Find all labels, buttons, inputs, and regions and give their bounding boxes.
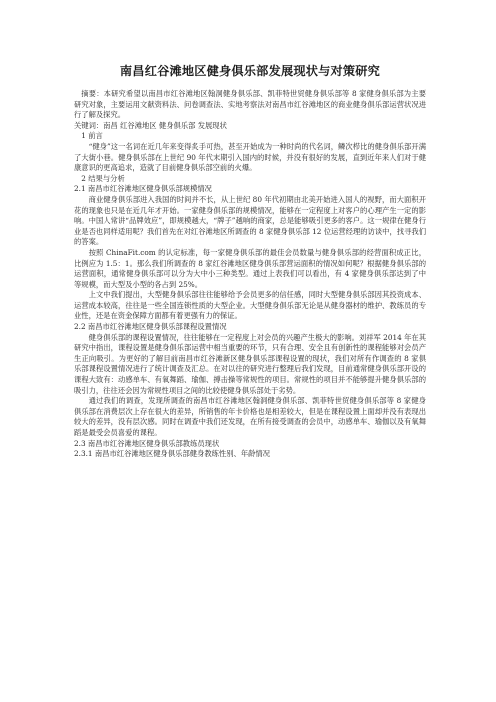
document-page [74, 62, 426, 460]
subsection-heading-coaches: 2.3 南昌市红谷滩地区健身俱乐部教练员现状 [74, 438, 220, 448]
paragraph-introduction: “健身”这一名词在近几年来变得炙手可热，甚至开始成为一种时尚的代名词，鳞次栉比的健身俱乐部开满了大街小巷。健身俱乐部在上世纪 90 年代末期引入国内的时候，并没有很好的发展，直到近年来人们对于健康意识的更高追求，造就了目前健身俱乐部空前的火爆。 [74, 141, 426, 173]
paragraph-scale-2: 按照 ChinaFit.com 的认定标准，每一家健身俱乐部的最佳会员数量与健身俱乐部的经营面积成正比，比例应为 1.5：1。那么我们所调查的 8 家红谷滩地区健身俱乐部营运面积的情况如何呢？根据健身俱乐部的运营面积，通常健身俱乐部可以分为大中小三种类型。通过上表我们可以看出，有 4 家健身俱乐部达到了中等规模，而大型及小型的各占到 25%。 [74, 247, 426, 289]
keywords: 关键词：南昌 红谷滩地区 健身俱乐部 发展现状 [74, 120, 227, 130]
paragraph-scale-3: 上文中我们提出，大型健身俱乐部往往能够给予会员更多的信任感，同时大型健身俱乐部因其投资成本、运营成本较高，往往是一些全国连锁性质的大型企业。大型健身俱乐部无论是从健身器材的维护、教练员的专业性，还是在资金保障方面都有着更强有力的保证。 [74, 290, 426, 321]
subsection-heading-coach-gender-age: 2.3.1 南昌市红谷滩地区健身俱乐部健身教练性别、年龄情况 [74, 449, 271, 459]
document-title: 南昌红谷滩地区健身俱乐部发展现状与对策研究 [119, 64, 381, 78]
subsection-heading-scale: 2.1 南昌市红谷滩地区健身俱乐部规模情况 [74, 184, 212, 194]
section-heading-results: 2 结果与分析 [81, 173, 125, 183]
paragraph-courses-2: 通过我们的调查，发现所调查的南昌市红谷滩地区翰洞健身俱乐部、凯菲特世贸健身俱乐部等 8 家健身俱乐部在消费层次上存在很大的差异，所销售的年卡价格也是相差较大，但是在课程设置上面却并没有表现出较大的差异，没有层次感。同时在调查中我们还发现，在所有接受调查的会员中，动感单车、瑜伽以及有氧舞蹈是最受会员喜爱的课程。 [74, 396, 426, 437]
subsection-heading-courses: 2.2 南昌市红谷滩地区健身俱乐部课程设置情况 [74, 322, 227, 332]
paragraph-courses-1: 健身俱乐部的课程设置情况，往往能够在一定程度上对会员的兴趣产生极大的影响。刘祥军 2014 年在其研究中指出，课程设置是健身俱乐部运营中相当重要的环节，只有合理、安全且有创新性的课程能够对会员产生正向吸引。为更好的了解目前南昌市红谷滩新区健身俱乐部课程设置的现状，我们对所有作调查的 8 家俱乐部课程设置情况进行了统计调查及汇总。在对以往的研究进行整理后我们发现，目前通常健身俱乐部开设的课程大致有：动感单车、有氧舞蹈、瑜伽、搏击操等常规性的项目。常规性的项目并不能够提升健身俱乐部的吸引力，往往还会因为常规性项目之间的比较使健身俱乐部处于劣势。 [74, 332, 426, 395]
paragraph-scale-1: 商业健身俱乐部进入我国的时间并不长，从上世纪 80 年代初期由北美开始进入国人的视野，而大面积开花的现象也只是在近几年才开始。一家健身俱乐部的规模情况，能够在一定程度上对客户的心理产生一定的影响。中国人常讲“品牌效应”，即规模越大，“牌子”越响的商家，总是能够吸引更多的客户。这一规律在健身行业是否也同样适用呢？我们首先在对红谷滩地区所调查的 8 家健身俱乐部 12 位运营经理的访谈中，找寻我们的答案。 [74, 194, 426, 247]
section-heading-introduction: 1 前言 [81, 131, 103, 141]
abstract: 摘要：本研究希望以南昌市红谷滩地区翰洞健身俱乐部、凯菲特世贸健身俱乐部等 8 家健身俱乐部为主要研究对象，主要运用文献资料法、问卷调查法、实地考察法对南昌市红谷滩地区的商业健身俱乐部运营状况进行了解及探究。 [74, 89, 426, 120]
